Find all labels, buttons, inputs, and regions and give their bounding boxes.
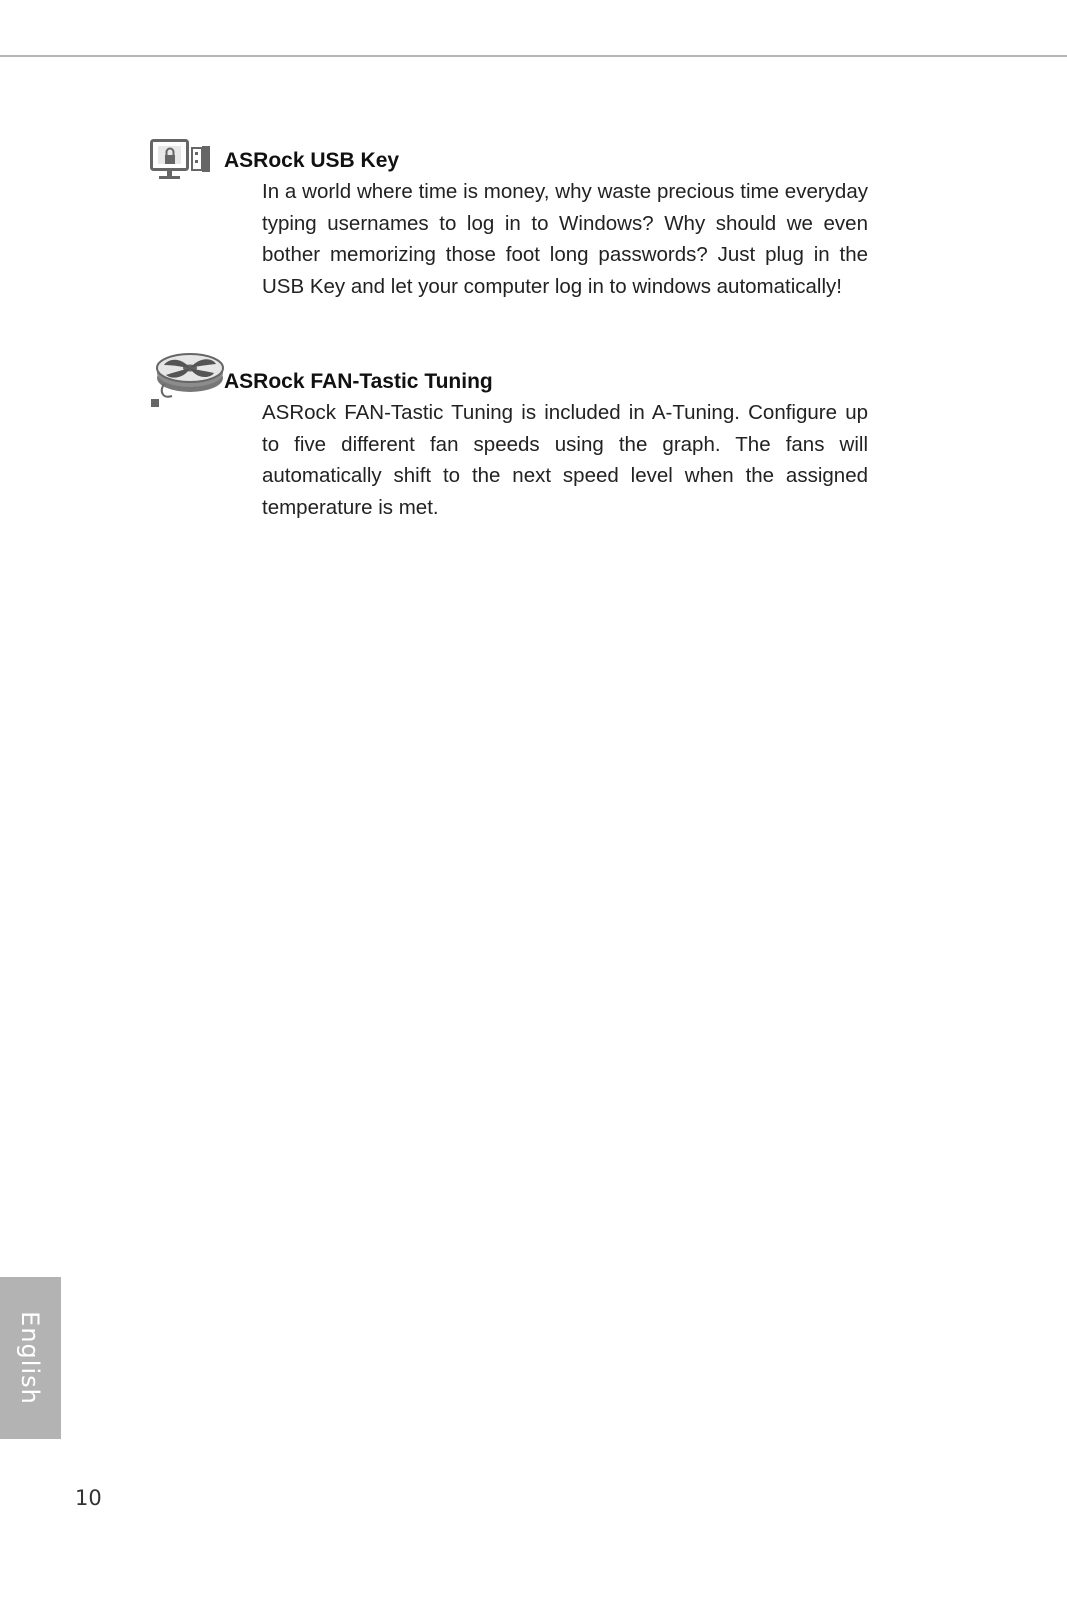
feature-description: In a world where time is money, why waste precious time everyday typing usernames to log in to Windows? Why should we even bother memorizing those foot long passwords? Just plug in the USB Key and let your computer log in to windows automatically! [262, 180, 868, 298]
usb-key-icon [150, 138, 212, 187]
fan-icon [150, 348, 226, 415]
header-rule [0, 55, 1067, 57]
language-label: English [16, 1311, 44, 1405]
feature-description: ASRock FAN-Tastic Tuning is included in A-Tuning. Configure up to five different fan speeds using the graph. The fans will automatically shift to the next speed level when the assigned temperature is met. [262, 401, 868, 519]
feature-title: ASRock FAN-Tastic Tuning [224, 370, 493, 393]
page-number: 10 [75, 1486, 102, 1510]
feature-title: ASRock USB Key [224, 149, 400, 172]
language-tab [0, 1277, 61, 1439]
